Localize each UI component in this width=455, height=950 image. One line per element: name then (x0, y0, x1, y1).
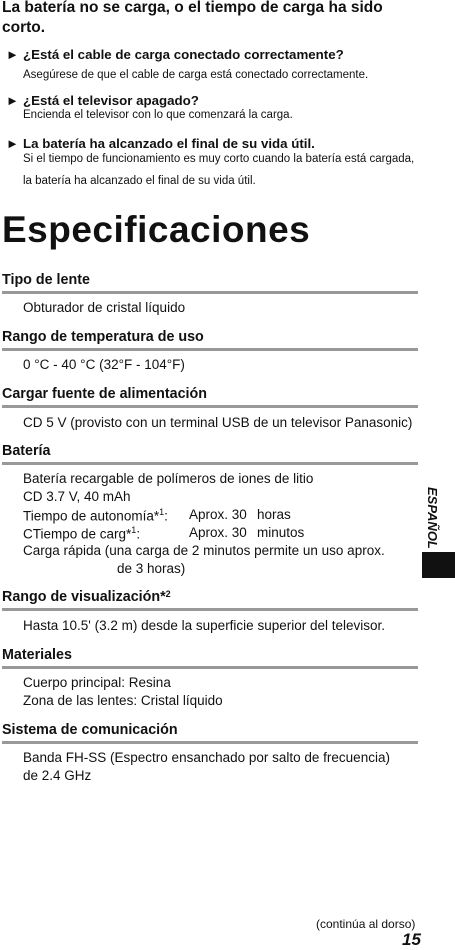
charge-unit: minutos (257, 525, 305, 540)
check-answer-1: Asegúrese de que el cable de carga está conectado correctamente. (23, 69, 369, 81)
section-comm-title: Sistema de comunicación (2, 722, 418, 744)
section-temp-title: Rango de temperatura de uso (2, 329, 418, 351)
continues-note: (continúa al dorso) (316, 917, 416, 931)
check-question-1: ¿Está el cable de carga conectado correctamente? (23, 47, 344, 62)
autonomy-value: Aprox. 30 (189, 507, 247, 522)
charge-label: CTiempo de carg*$^1$: (23, 525, 141, 542)
charge-value: Aprox. 30 (189, 525, 247, 540)
temp-value: 0 °C - 40 °C (32°F - 104°F) (23, 357, 185, 372)
check-question-2: ¿Está el televisor apagado? (23, 93, 199, 108)
section-range-title: Rango de visualización*$^2$ (2, 589, 418, 611)
page-number: 15 (402, 930, 421, 949)
bullet-icon: ► (6, 136, 19, 151)
battery-type: Batería recargable de polímeros de iones de litio (23, 471, 314, 486)
language-tab (422, 552, 455, 578)
section-materials-title: Materiales (2, 647, 418, 669)
power-value: CD 5 V (provisto con un terminal USB de un televisor Panasonic) (23, 415, 413, 430)
section-battery-title: Batería (2, 443, 418, 465)
range-value: Hasta 10.5' (3.2 m) desde la superficie superior del televisor. (23, 618, 386, 633)
quick-charge-line2: de 3 horas) (117, 561, 186, 576)
comm-line2: de 2.4 GHz (23, 768, 92, 783)
quick-charge-line1: Carga rápida (una carga de 2 minutos permite un uso aprox. (23, 543, 385, 558)
troubleshooting-heading: La batería no se carga, o el tiempo de carga ha sido corto. (2, 0, 383, 36)
bullet-icon: ► (6, 93, 19, 108)
check-answer-2: Encienda el televisor con lo que comenzará la carga. (23, 109, 293, 121)
bullet-icon: ► (6, 47, 19, 62)
autonomy-unit: horas (257, 507, 291, 522)
section-power-title: Cargar fuente de alimentación (2, 386, 418, 408)
materials-body: Cuerpo principal: Resina (23, 675, 171, 690)
specs-title: Especificaciones (2, 209, 311, 250)
comm-line1: Banda FH-SS (Espectro ensanchado por salto de frecuencia) (23, 750, 390, 765)
lens-value: Obturador de cristal líquido (23, 300, 186, 315)
check-answer-3: Si el tiempo de funcionamiento es muy corto cuando la batería está cargada, la batería ha alcanzado el final de su vida útil. (23, 153, 415, 187)
battery-rating: CD 3.7 V, 40 mAh (23, 489, 131, 504)
autonomy-label: Tiempo de autonomía*$^1$: (23, 507, 168, 524)
language-label: ESPAÑOL (425, 487, 440, 549)
check-question-3: La batería ha alcanzado el final de su vida útil. (23, 136, 315, 151)
section-lens-title: Tipo de lente (2, 272, 418, 294)
materials-lens: Zona de las lentes: Cristal líquido (23, 693, 223, 708)
